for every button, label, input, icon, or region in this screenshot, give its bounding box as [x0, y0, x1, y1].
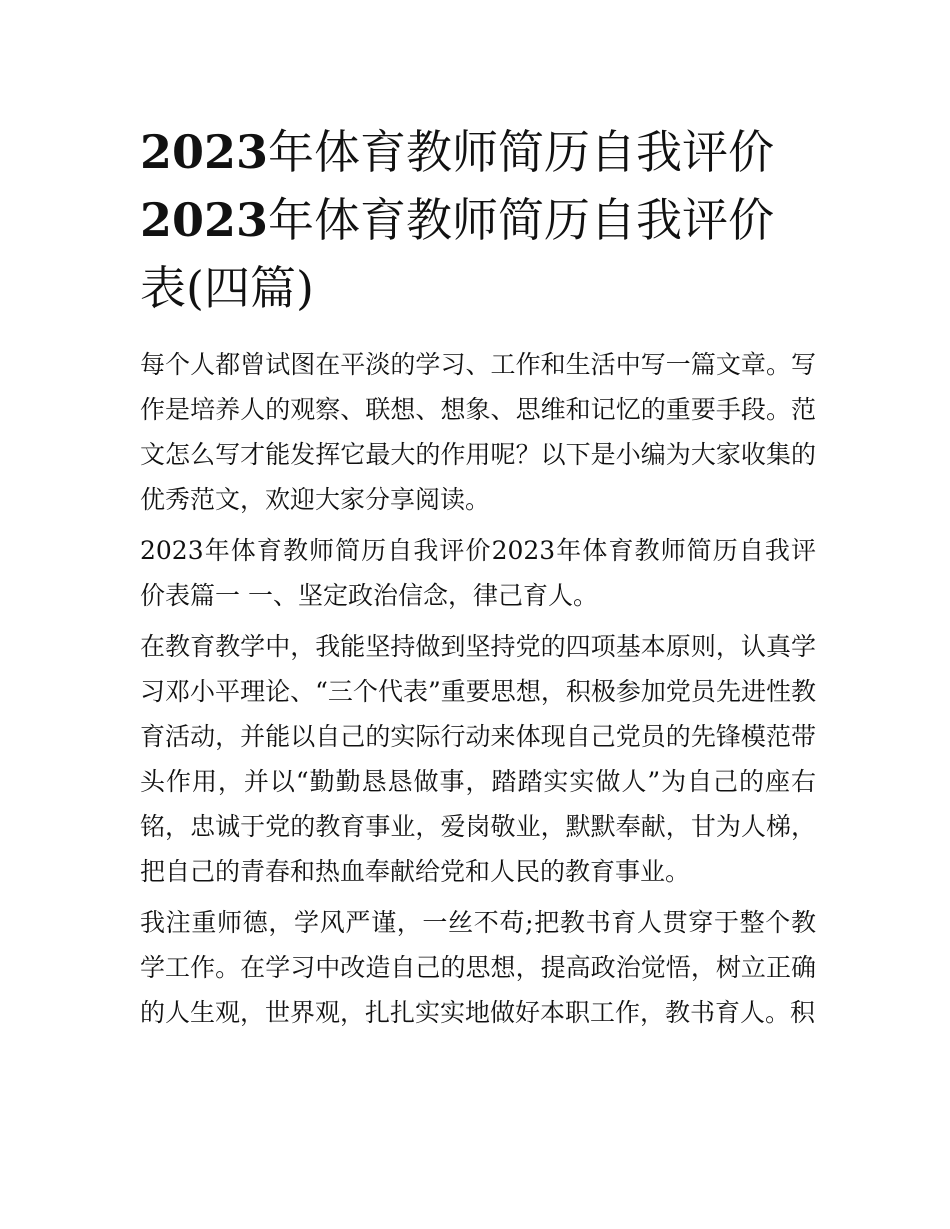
document-title	[140, 118, 816, 322]
paragraph-body-2: 我注重师德，学风严谨，一丝不苟;把教书育人贯穿于整个教学工作。在学习中改造自己的思想，提高政治觉悟，树立正确的人生观，世界观，扎扎实实地做好本职工作，教书育人。积	[140, 908, 816, 1027]
title-text-2: 年体育教师简历自我评价	[268, 193, 775, 247]
paragraph-section-heading: 2023年体育教师简历自我评价2023年体育教师简历自我评价表篇一 一、坚定政治信念，律己育人。	[140, 536, 816, 610]
document-page	[140, 118, 816, 1041]
paragraph-intro: 每个人都曾试图在平淡的学习、工作和生活中写一篇文章。写作是培养人的观察、联想、想象、思维和记忆的重要手段。范文怎么写才能发挥它最大的作用呢？以下是小编为大家收集的优秀范文，欢迎大家分享阅读。	[140, 350, 816, 514]
title-text-3: 表(四篇)	[140, 261, 314, 315]
title-year-2: 2023	[140, 193, 269, 247]
title-year-1: 2023	[140, 125, 269, 179]
paragraph-body-1: 在教育教学中，我能坚持做到坚持党的四项基本原则，认真学习邓小平理论、“三个代表”重要思想，积极参加党员先进性教育活动，并能以自己的实际行动来体现自己党员的先锋模范带头作用，并以“勤勤恳恳做事，踏踏实实做人”为自己的座右铭，忠诚于党的教育事业，爱岗敬业，默默奉献，甘为人梯，把自己的青春和热血奉献给党和人民的教育事业。	[140, 632, 816, 886]
title-text-1: 年体育教师简历自我评价	[268, 125, 775, 179]
